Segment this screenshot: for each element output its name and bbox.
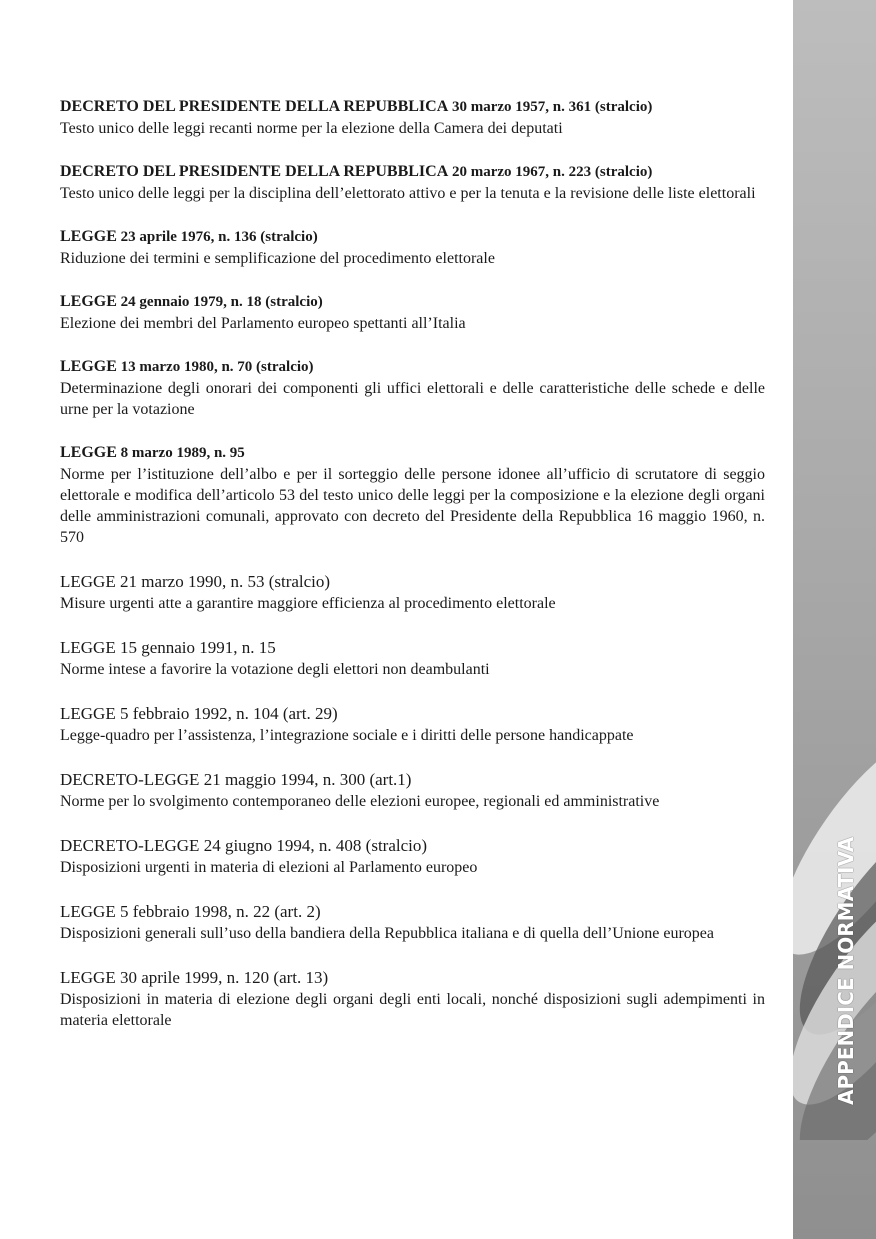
law-date: 5 febbraio 1998, n. 22 (art. 2) <box>115 902 321 921</box>
law-description: Norme per lo svolgimento contemporaneo delle elezioni europee, regionali ed amministrative <box>60 793 660 810</box>
law-entry <box>60 966 765 1031</box>
law-title <box>60 570 765 593</box>
law-type: LEGGE <box>60 444 117 461</box>
law-entry <box>60 226 765 269</box>
law-entry <box>60 636 765 680</box>
law-date: 8 marzo 1989, n. 95 <box>116 445 245 461</box>
law-type: DECRETO DEL PRESIDENTE DELLA REPUBBLICA <box>60 98 449 115</box>
law-date: 21 maggio 1994, n. 300 (art.1) <box>199 770 412 789</box>
law-entry <box>60 291 765 334</box>
law-type: DECRETO DEL PRESIDENTE DELLA REPUBBLICA <box>60 163 449 180</box>
law-description: Determinazione degli onorari dei componenti gli uffici elettorali e delle caratteristiche delle schede e delle urne per la votazione <box>60 380 765 418</box>
law-description: Legge-quadro per l’assistenza, l’integrazione sociale e i diritti delle persone handicappate <box>60 727 634 744</box>
law-description: Disposizioni generali sull’uso della bandiera della Repubblica italiana e di quella dell’Unione europea <box>60 925 714 942</box>
law-title <box>60 161 765 183</box>
law-entry <box>60 702 765 746</box>
law-description: Testo unico delle leggi per la disciplina dell’elettorato attivo e per la tenuta e la revisione delle liste elettorali <box>60 185 756 202</box>
law-title <box>60 834 765 857</box>
section-label: APPENDICE NORMATIVA <box>834 836 858 1105</box>
law-type: LEGGE <box>60 572 116 591</box>
law-date: 5 febbraio 1992, n. 104 (art. 29) <box>115 704 338 723</box>
law-type: LEGGE <box>60 358 117 375</box>
law-title <box>60 356 765 378</box>
law-date: 21 marzo 1990, n. 53 (stralcio) <box>115 572 331 591</box>
law-entry <box>60 900 765 944</box>
law-date: 24 giugno 1994, n. 408 (stralcio) <box>199 836 428 855</box>
law-entry <box>60 442 765 548</box>
law-description: Riduzione dei termini e semplificazione del procedimento elettorale <box>60 250 495 267</box>
law-date: 24 gennaio 1979, n. 18 (stralcio) <box>116 294 323 310</box>
law-date: 30 aprile 1999, n. 120 (art. 13) <box>115 968 329 987</box>
law-title <box>60 966 765 989</box>
law-title <box>60 291 765 313</box>
law-description: Elezione dei membri del Parlamento europeo spettanti all’Italia <box>60 315 466 332</box>
law-entry <box>60 356 765 420</box>
law-entry <box>60 768 765 812</box>
law-description: Misure urgenti atte a garantire maggiore efficienza al procedimento elettorale <box>60 595 556 612</box>
law-title <box>60 768 765 791</box>
law-title <box>60 900 765 923</box>
law-entry <box>60 834 765 878</box>
law-entry <box>60 570 765 614</box>
law-title <box>60 636 765 659</box>
law-type: LEGGE <box>60 293 117 310</box>
law-description: Disposizioni in materia di elezione degli organi degli enti locali, nonché disposizioni sugli adempimenti in materia elettorale <box>60 991 765 1029</box>
law-title <box>60 226 765 248</box>
law-description: Norme per l’istituzione dell’albo e per il sorteggio delle persone idonee all’ufficio di scrutatore di seggio elettorale e modifica dell’articolo 53 del testo unico delle leggi per la composizione e la elezione degli organi delle amministrazioni comunali, approvato con decreto del Presidente della Repubblica 16 maggio 1960, n. 570 <box>60 466 765 546</box>
law-type: LEGGE <box>60 638 116 657</box>
law-type: DECRETO-LEGGE <box>60 836 200 855</box>
law-title <box>60 96 765 118</box>
law-date: 23 aprile 1976, n. 136 (stralcio) <box>116 229 318 245</box>
law-date: 15 gennaio 1991, n. 15 <box>115 638 276 657</box>
law-date: 13 marzo 1980, n. 70 (stralcio) <box>116 359 314 375</box>
law-description: Disposizioni urgenti in materia di elezioni al Parlamento europeo <box>60 859 478 876</box>
law-list <box>60 96 765 1053</box>
law-entry <box>60 96 765 139</box>
law-type: LEGGE <box>60 902 116 921</box>
law-title <box>60 702 765 725</box>
law-description: Testo unico delle leggi recanti norme per la elezione della Camera dei deputati <box>60 120 563 137</box>
law-type: LEGGE <box>60 228 117 245</box>
law-entry <box>60 161 765 204</box>
law-date: 20 marzo 1967, n. 223 (stralcio) <box>448 164 653 180</box>
law-type: DECRETO-LEGGE <box>60 770 200 789</box>
law-title <box>60 442 765 464</box>
law-date: 30 marzo 1957, n. 361 (stralcio) <box>448 99 653 115</box>
law-type: LEGGE <box>60 968 116 987</box>
law-type: LEGGE <box>60 704 116 723</box>
law-description: Norme intese a favorire la votazione degli elettori non deambulanti <box>60 661 490 678</box>
